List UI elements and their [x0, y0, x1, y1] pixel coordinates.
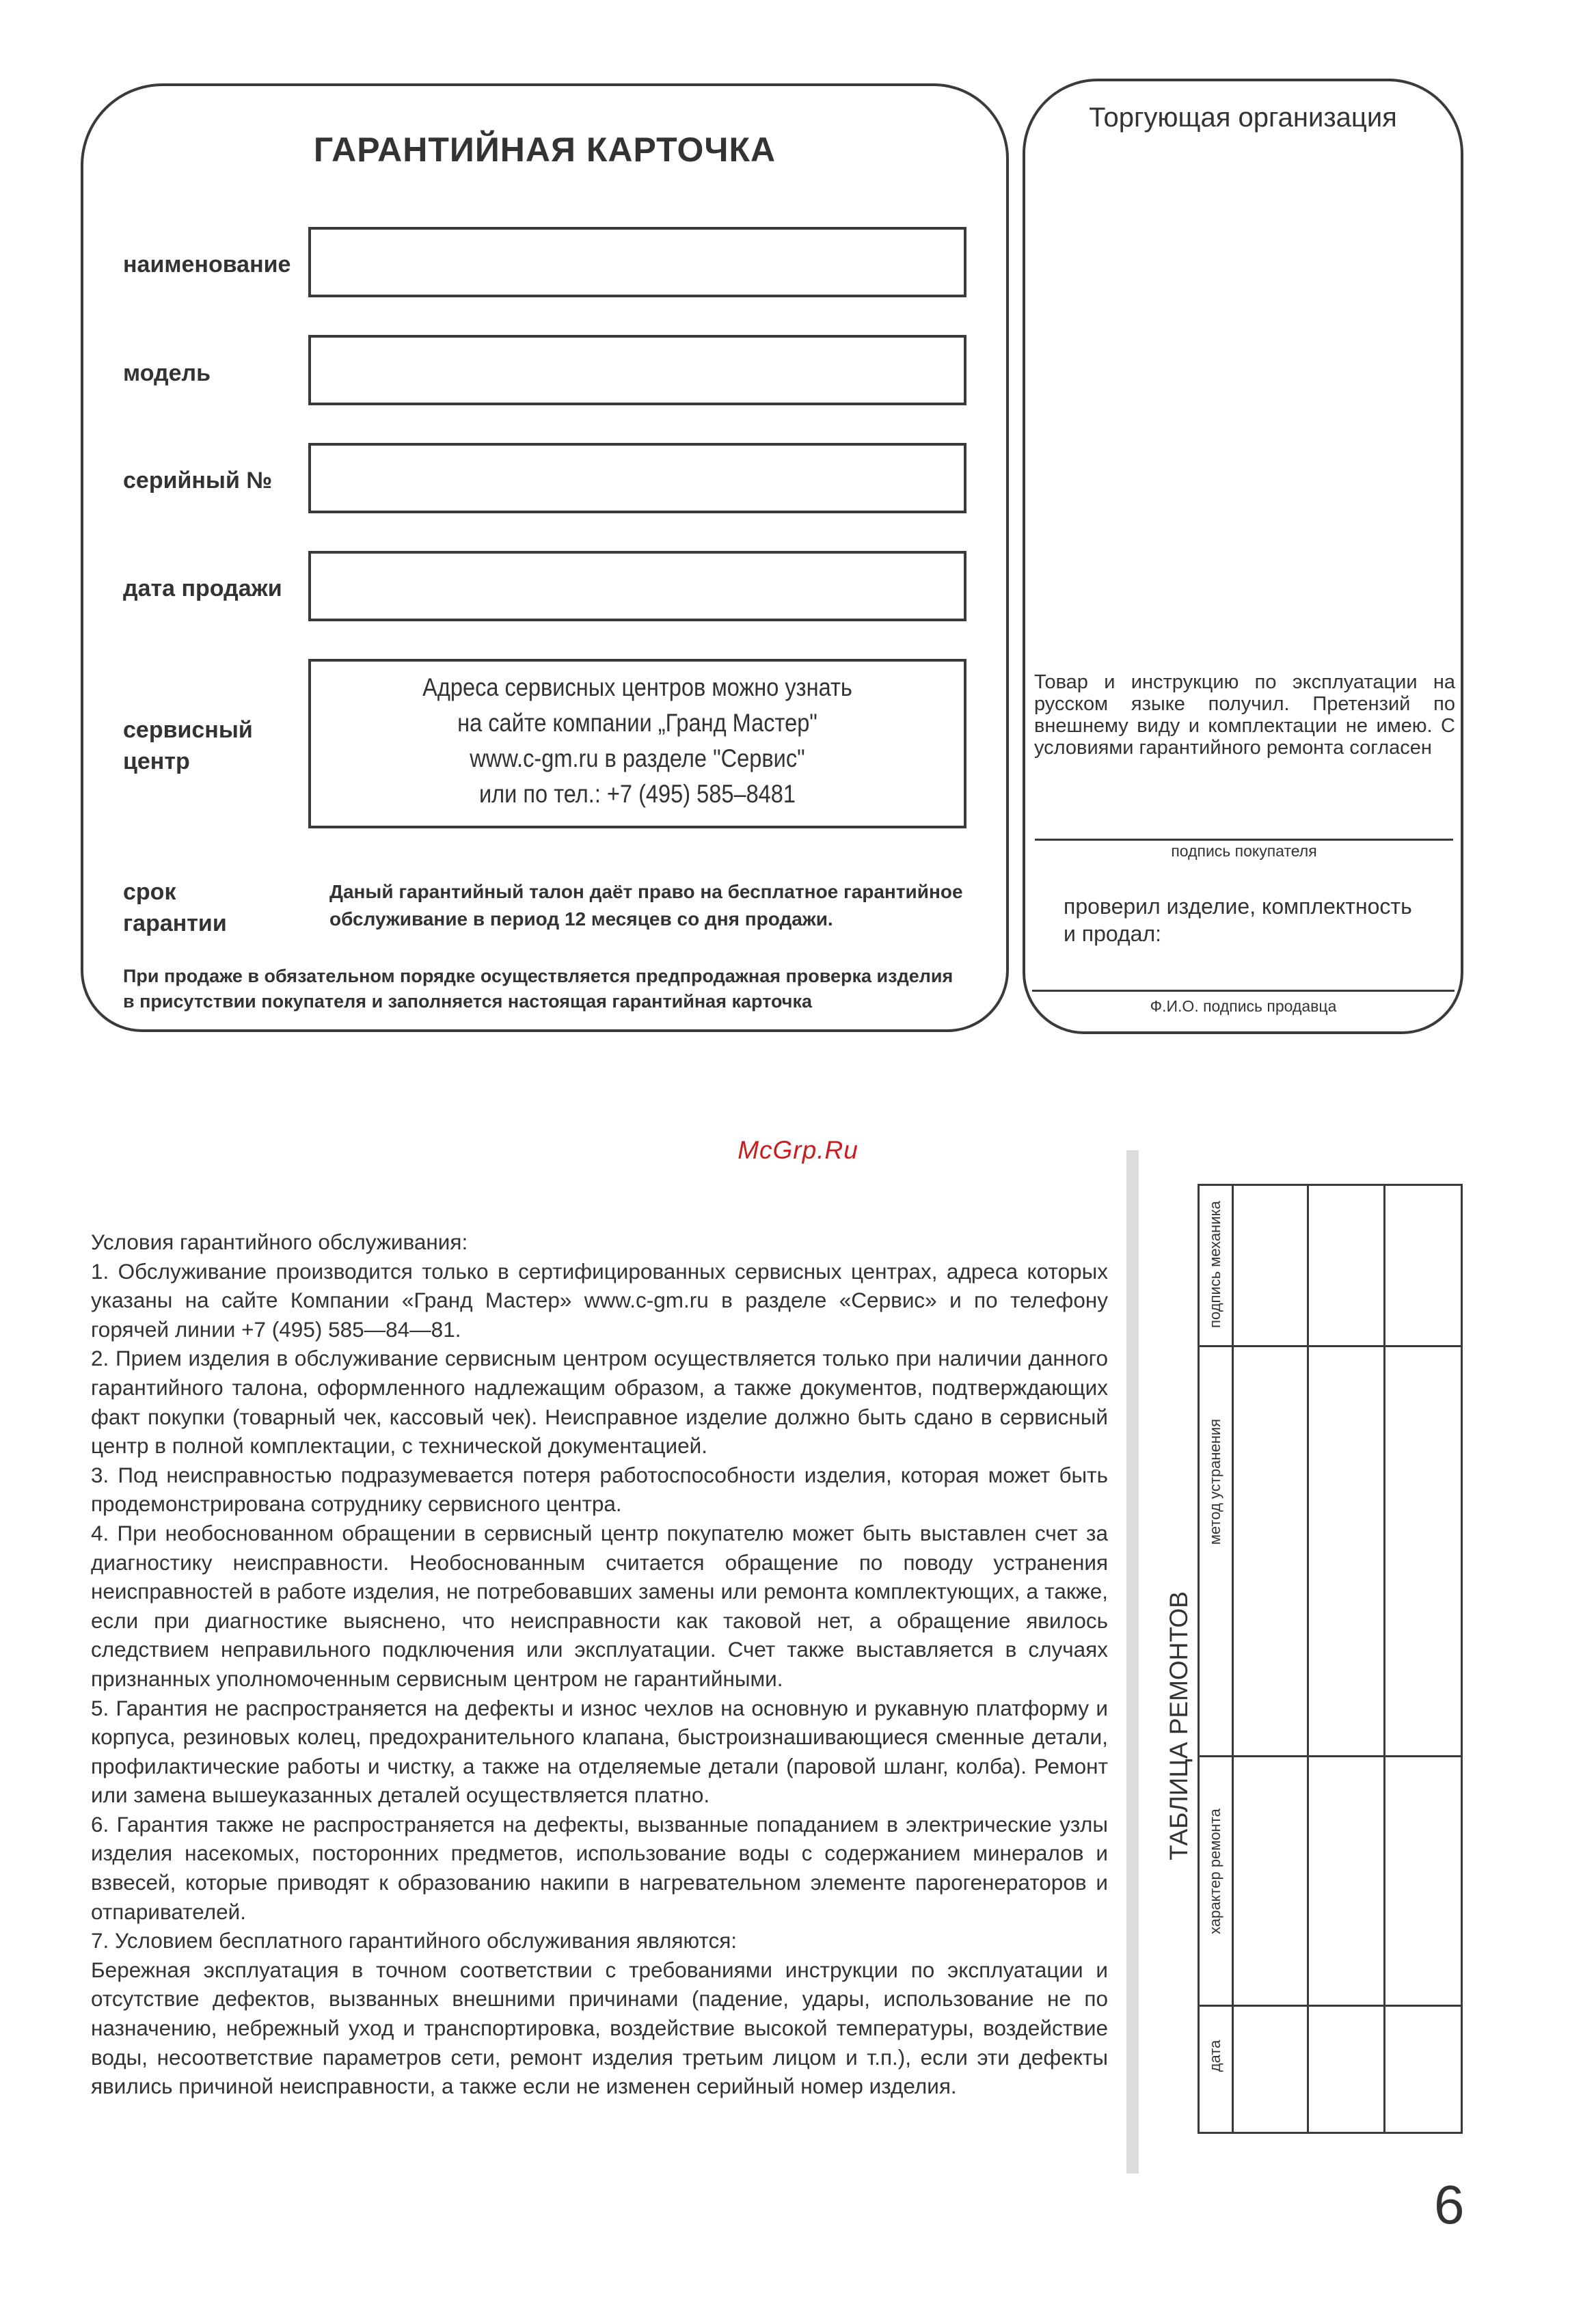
condition-item: 2. Прием изделия в обслуживание сервисным центром осуществляется только при наличии данного гарантийного талона, оформленного надлежащим образом, а также документов, подтверждающих факт покупки (товарный чек, кассовый чек). Неисправное изделие должно быть сдано в сервисный центр в полной комплектации, с технической документацией. — [91, 1346, 1108, 1459]
model-field[interactable] — [308, 335, 966, 405]
serial-number-label: серийный № — [123, 468, 273, 493]
watermark: McGrp.Ru — [738, 1136, 858, 1164]
service-info-line3: www.c-gm.ru в разделе "Сервис" — [470, 744, 805, 772]
trade-organization-title: Торгующая организация — [1089, 103, 1397, 133]
warranty-term-label — [123, 876, 227, 939]
service-center-box — [308, 659, 966, 828]
table-row-line — [1198, 1755, 1463, 1757]
service-info-line4: или по тел.: +7 (495) 585–8481 — [478, 780, 796, 808]
sale-date-label: дата продажи — [123, 576, 282, 601]
buyer-signature-caption: подпись покупателя — [1171, 842, 1317, 860]
warranty-conditions — [91, 1228, 1108, 2101]
sale-date-field[interactable] — [308, 551, 966, 621]
date-header — [1199, 2005, 1232, 2132]
card-footer-line1: При продаже в обязательном порядке осуществляется предпродажная проверка изделия — [123, 966, 953, 986]
condition-item: Бережная эксплуатация в точном соответствии с требованиями инструкции по эксплуатации и отсутствие дефектов, вызванных внешними причинами (падение, удары, использование не по назначению, небрежный уход и транспортировка, воздействие высокой температуры, воздействие воды, несоответствие параметров сети, ремонт изделия третьим лицом и т.п.), если эти дефекты явились причиной неисправности, а также если не изменен серийный номер изделия. — [91, 1957, 1108, 2099]
seller-checked-text — [1064, 893, 1446, 947]
condition-item: 4. При необоснованном обращении в сервисный центр покупателю может быть выставлен счет за диагностику неисправности. Необоснованным считается обращение по поводу устранения неисправностей в работе изделия, не потребовавших замены или ремонта комплектующих, а также, если при диагностике выяснено, что неисправности как таковой нет, а обращение явилось следствием неправильного подключения или эксплуатации. Счет также выставляется в случаях признанных уполномоченным сервисным центром не гарантийными. — [91, 1520, 1108, 1691]
date-header-text: дата — [1206, 2040, 1223, 2072]
seller-signature-caption: Ф.И.О. подпись продавца — [1150, 997, 1337, 1015]
table-border-bottom — [1198, 2132, 1463, 2134]
table-column-line — [1232, 1184, 1234, 2134]
name-label: наименование — [123, 252, 291, 277]
repair-method-header-text: метод устранения — [1206, 1418, 1223, 1545]
model-label: модель — [123, 360, 211, 386]
service-info-line2: на сайте компании „Гранд Мастер" — [457, 709, 817, 737]
seller-checked-line2: и продал: — [1064, 921, 1162, 946]
trade-organization-card — [1023, 79, 1463, 1034]
page-number: 6 — [1434, 2174, 1465, 2235]
repair-table-title-text: ТАБЛИЦА РЕМОНТОВ — [1165, 1591, 1193, 1860]
table-row-line — [1198, 2005, 1463, 2007]
repair-method-header — [1199, 1345, 1232, 1755]
service-center-label-line1: сервисный — [123, 717, 253, 743]
condition-item: 6. Гарантия также не распространяется на дефекты, вызванные попаданием в электрические узлы изделия насекомых, посторонних предметов, использование воды с содержанием минералов и взвесей, которые приводят к образованию накипи в нагревательном элементе парогенераторов и отпаривателей. — [91, 1811, 1108, 1924]
repair-nature-header-text: характер ремонта — [1206, 1809, 1223, 1934]
warranty-term-text — [329, 878, 972, 933]
condition-item: 3. Под неисправностью подразумевается потеря работоспособности изделия, которая может быть продемонстрирована сотруднику сервисного центра. — [91, 1462, 1108, 1517]
warranty-term-label-line2: гарантии — [123, 910, 227, 936]
seller-signature-line[interactable] — [1032, 990, 1455, 992]
service-center-label — [123, 714, 253, 777]
serial-number-field[interactable] — [308, 443, 966, 513]
mechanic-signature-header-text: подпись механика — [1206, 1201, 1223, 1328]
table-column-line — [1383, 1184, 1385, 2134]
warranty-term-text-line1: Даный гарантийный талон даёт право на бесплатное гарантийное — [329, 881, 963, 902]
conditions-heading: Условия гарантийного обслуживания: — [91, 1230, 468, 1254]
mechanic-signature-header — [1199, 1184, 1232, 1345]
repair-table — [1198, 1184, 1463, 2134]
table-column-line — [1307, 1184, 1309, 2134]
buyer-signature-line[interactable] — [1035, 839, 1453, 841]
condition-item: 7. Условием бесплатного гарантийного обслуживания являются: — [91, 1928, 738, 1953]
buyer-consent-text: Товар и инструкцию по эксплуатации на русском языке получил. Претензий по внешнему виду и комплектации не имею. С условиями гарантийного ремонта согласен — [1034, 671, 1455, 759]
condition-item: 5. Гарантия не распространяется на дефекты и износ чехлов на основную и рукавную платформу и корпуса, резиновых колец, предохранительного клапана, быстроизнашивающиеся сменные детали, профилактические работы и чистку, а также на отделяемые детали (паровой шланг, колба). Ремонт или замена вышеуказанных деталей осуществляется платно. — [91, 1695, 1108, 1808]
card-footer-note — [123, 964, 991, 1014]
table-row-line — [1198, 1345, 1463, 1347]
service-center-label-line2: центр — [123, 748, 190, 774]
card-footer-line2: в присутствии покупателя и заполняется настоящая гарантийная карточка — [123, 991, 813, 1012]
warranty-term-text-line2: обслуживание в период 12 месяцев со дня продажи. — [329, 908, 833, 930]
side-bar — [1126, 1150, 1139, 2174]
condition-item: 1. Обслуживание производится только в сертифицированных сервисных центрах, адреса которых указаны на сайте Компании «Гранд Мастер» www.c-gm.ru в разделе «Сервис» и по телефону горячей линии +7 (495) 585—84—81. — [91, 1258, 1108, 1342]
warranty-term-label-line1: срок — [123, 879, 176, 905]
repair-nature-header — [1199, 1755, 1232, 2005]
service-info-line1: Адреса сервисных центров можно узнать — [422, 673, 852, 701]
seller-checked-line1: проверил изделие, комплектность — [1064, 894, 1412, 919]
table-border-top — [1198, 1184, 1463, 1186]
table-border-right — [1461, 1184, 1463, 2134]
name-field[interactable] — [308, 227, 966, 297]
warranty-card-title: ГАРАНТИЙНАЯ КАРТОЧКА — [313, 131, 776, 169]
